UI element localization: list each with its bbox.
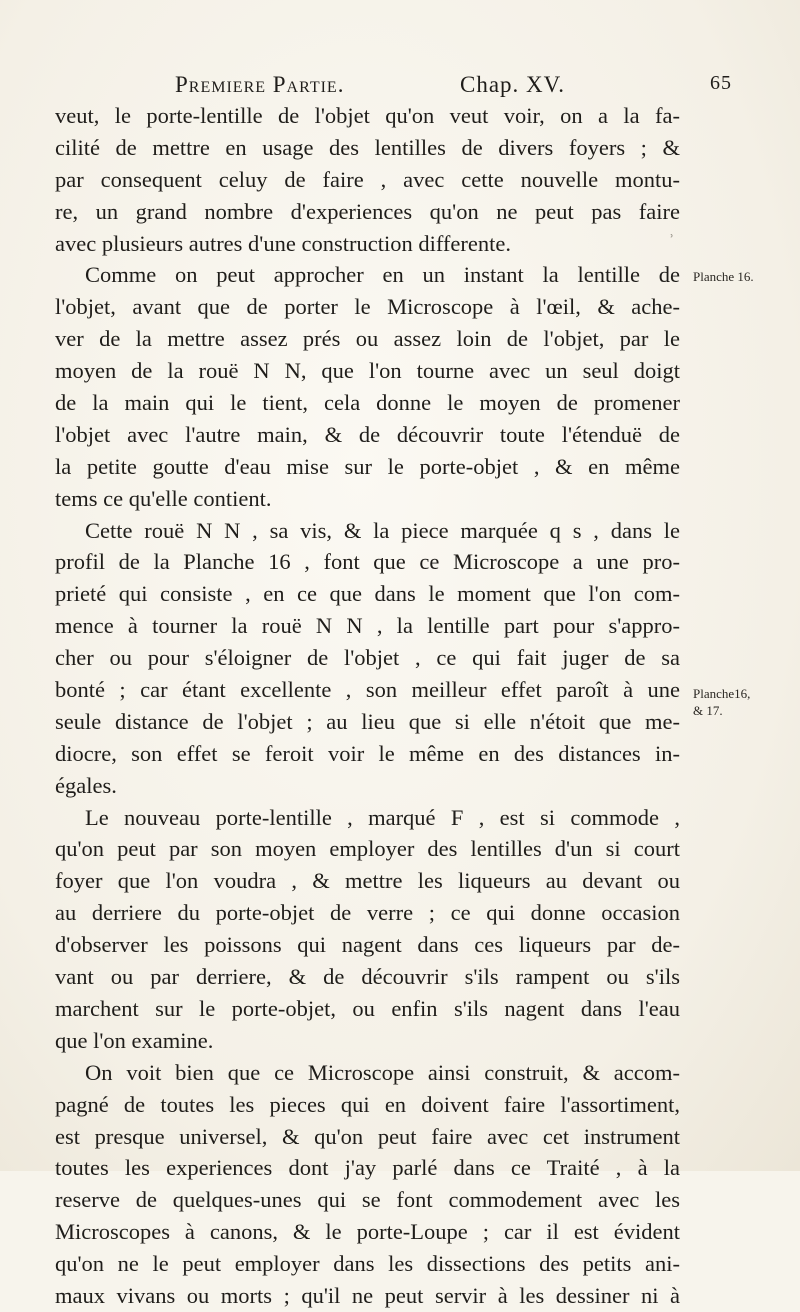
- margin-note-text: Planche16,: [693, 686, 751, 701]
- text-line: mence à tourner la rouë N N , la lentille part pour s'appro-: [55, 613, 680, 639]
- text-line: foyer que l'on voudra , & mettre les liqueurs au devant ou: [55, 868, 680, 894]
- text-line: d'observer les poissons qui nagent dans ces liqueurs par de-: [55, 932, 680, 958]
- header-chapter: Chap. XV.: [460, 72, 566, 97]
- text-line: On voit bien que ce Microscope ainsi construit, & accom-: [85, 1059, 680, 1085]
- text-line: seule distance de l'objet ; au lieu que si elle n'étoit que me-: [55, 708, 680, 734]
- margin-note-text: Planche 16.: [693, 269, 754, 284]
- text-line: veut, le porte-lentille de l'objet qu'on veut voir, on a la fa-: [55, 103, 680, 128]
- text-line: bonté ; car étant excellente , son meilleur effet paroît à une: [55, 677, 680, 703]
- text-line: Comme on peut approcher en un instant la lentille de: [85, 262, 680, 288]
- text-line: que l'on examine.: [55, 1027, 214, 1053]
- text-line: est presque universel, & qu'on peut faire avec cet instrument: [55, 1123, 680, 1149]
- text-line: avec plusieurs autres d'une construction differente.: [55, 230, 511, 256]
- text-line: maux vivans ou morts ; qu'il ne peut servir à les dessiner ni à: [55, 1282, 680, 1308]
- header-part-title: Premiere Partie.: [175, 72, 345, 97]
- text-line: vant ou par derriere, & de découvrir s'ils rampent ou s'ils: [55, 964, 680, 990]
- text-line: Cette rouë N N , sa vis, & la piece marquée q s , dans le: [85, 517, 680, 543]
- text-line: au derriere du porte-objet de verre ; ce qui donne occasion: [55, 900, 680, 926]
- text-line: cilité de mettre en usage des lentilles de divers foyers ; &: [55, 134, 680, 160]
- text-line: par consequent celuy de faire , avec cette nouvelle montu-: [55, 166, 680, 192]
- text-line: pagné de toutes les pieces qui en doivent faire l'assortiment,: [55, 1091, 680, 1117]
- text-line: la petite goutte d'eau mise sur le porte-objet , & en même: [55, 453, 680, 479]
- text-line: Le nouveau porte-lentille , marqué F , est si commode ,: [85, 804, 680, 830]
- page-number: 65: [710, 72, 732, 94]
- margin-note-planches: [693, 685, 750, 719]
- margin-note-text: & 17.: [693, 703, 723, 718]
- text-line: l'objet avec l'autre main, & de découvrir toute l'étenduë de: [55, 421, 680, 447]
- text-line: reserve de quelques-unes qui se font commodement avec les: [55, 1187, 680, 1213]
- text-line: Microscopes à canons, & le porte-Loupe ; car il est évident: [55, 1219, 680, 1245]
- text-line: prieté qui consiste , en ce que dans le moment que l'on com-: [55, 581, 680, 607]
- text-line: toutes les experiences dont j'ay parlé dans ce Traité , à la: [55, 1155, 680, 1181]
- text-line: égales.: [55, 772, 117, 798]
- text-line: diocre, son effet se feroit voir le même en des distances in-: [55, 740, 680, 766]
- text-line: marchent sur le porte-objet, ou enfin s'ils nagent dans l'eau: [55, 995, 680, 1021]
- text-line: tems ce qu'elle contient.: [55, 485, 272, 511]
- body-text: [55, 100, 680, 1312]
- running-header: [175, 72, 735, 102]
- text-line: cher ou pour s'éloigner de l'objet , ce qui fait juger de sa: [55, 645, 680, 671]
- text-line: moyen de la rouë N N, que l'on tourne avec un seul doigt: [55, 358, 680, 384]
- text-line: de la main qui le tient, cela donne le moyen de promener: [55, 390, 680, 416]
- text-line: ver de la mettre assez prés ou assez loin de l'objet, par le: [55, 326, 680, 352]
- text-line: l'objet, avant que de porter le Microscope à l'œil, & ache-: [55, 294, 680, 320]
- text-line: qu'on peut par son moyen employer des lentilles d'un si court: [55, 836, 680, 862]
- margin-note-planche: [693, 268, 754, 285]
- text-line: qu'on ne le peut employer dans les dissections des petits ani-: [55, 1251, 680, 1277]
- text-line: profil de la Planche 16 , font que ce Microscope a une pro-: [55, 549, 680, 575]
- ink-speck-icon: ˒: [670, 230, 674, 245]
- text-line: re, un grand nombre d'experiences qu'on ne peut pas faire: [55, 198, 680, 224]
